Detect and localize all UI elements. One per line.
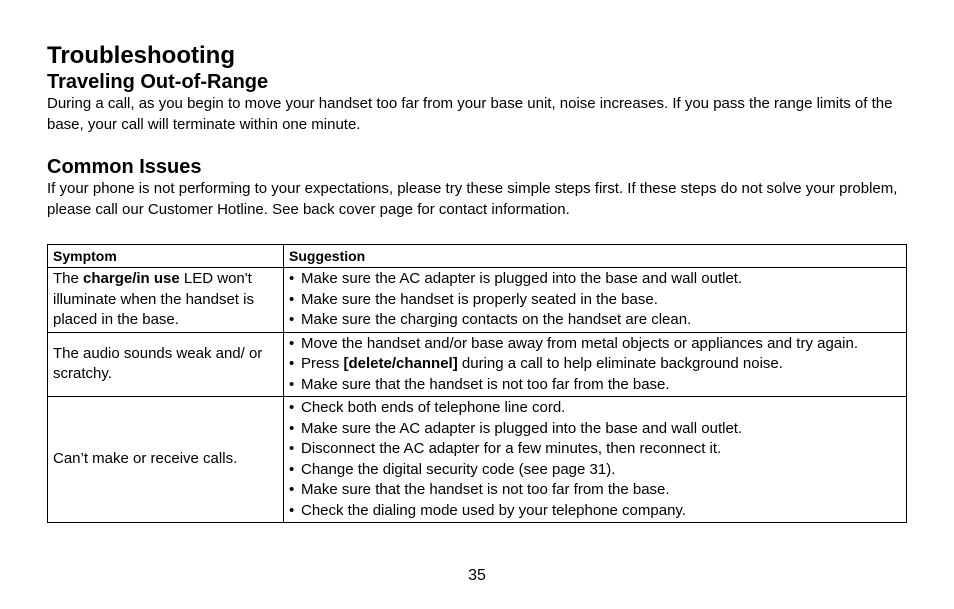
symptom-text: The (53, 270, 84, 287)
suggestion-item: • Make sure the handset is properly seated in the base. (289, 290, 901, 311)
suggestion-item: • Make sure the AC adapter is plugged into the base and wall outlet. (289, 419, 901, 440)
suggestion-item: • Check the dialing mode used by your telephone company. (289, 501, 901, 522)
suggestion-item (289, 354, 901, 375)
page-title: Troubleshooting (47, 42, 235, 69)
section-body: During a call, as you begin to move your handset too far from your base unit, noise increases. If you pass the range limits of the base, your call will terminate within one minute. (47, 95, 893, 133)
suggestion-text: during a call to help eliminate background noise. (457, 355, 783, 372)
suggestion-cell (284, 397, 907, 523)
symptom-cell: The audio sounds weak and/ or scratchy. (48, 332, 284, 397)
suggestion-item: • Disconnect the AC adapter for a few minutes, then reconnect it. (289, 439, 901, 460)
suggestion-item: • Move the handset and/or base away from metal objects or appliances and try again. (289, 334, 901, 355)
suggestion-item: • Change the digital security code (see page 31). (289, 460, 901, 481)
column-header-suggestion: Suggestion (284, 245, 907, 268)
section-body: If your phone is not performing to your expectations, please try these simple steps first. If these steps do not solve your problem, please call our Customer Hotline. See back cover page for contact information. (47, 180, 898, 218)
suggestion-item: • Make sure that the handset is not too far from the base. (289, 480, 901, 501)
suggestion-item: • Make sure that the handset is not too far from the base. (289, 375, 901, 396)
suggestion-cell (284, 332, 907, 397)
table-row (48, 397, 907, 523)
table-header-row (48, 245, 907, 268)
symptom-cell (48, 268, 284, 333)
section-heading: Traveling Out-of-Range (47, 71, 269, 93)
symptom-bold-text: charge/in use (83, 270, 180, 287)
section-heading: Common Issues (47, 156, 202, 178)
suggestion-item: • Make sure the charging contacts on the handset are clean. (289, 310, 901, 331)
table-row (48, 332, 907, 397)
column-header-symptom: Symptom (48, 245, 284, 268)
page-number: 35 (468, 567, 486, 584)
suggestion-item: • Check both ends of telephone line cord. (289, 398, 901, 419)
suggestion-item: • Make sure the AC adapter is plugged into the base and wall outlet. (289, 269, 901, 290)
section-common-issues (47, 155, 907, 220)
table-row (48, 268, 907, 333)
suggestion-bold-text: [delete/channel] (343, 355, 458, 372)
suggestion-text: Press (301, 355, 344, 372)
section-traveling-out-of-range (47, 70, 907, 135)
symptom-cell: Can’t make or receive calls. (48, 397, 284, 523)
suggestion-cell (284, 268, 907, 333)
troubleshooting-table (47, 244, 907, 523)
symptom-text: LED won't illuminate when the handset is placed in the base. (53, 270, 254, 328)
